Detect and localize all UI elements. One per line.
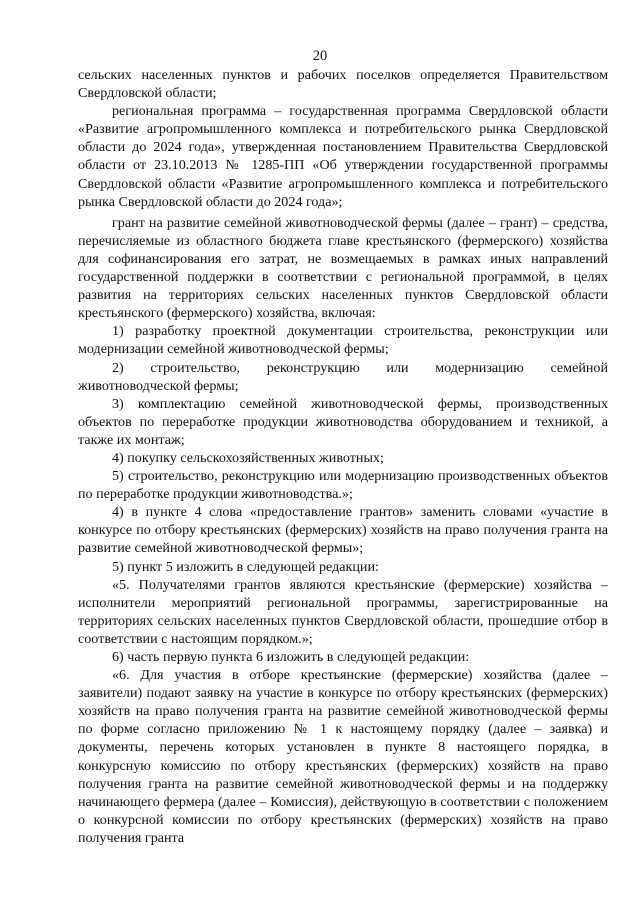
- list-item: 3) комплектацию семейной животноводческой фермы, производственных объектов по переработке продукции животноводства оборудованием и техникой, а также их монтаж;: [78, 395, 608, 448]
- list-item: 5) строительство, реконструкцию или модернизацию производственных объектов по переработке продукции животноводства.»;: [78, 468, 608, 503]
- amendment-paragraph: 4) в пункте 4 слова «предоставление грантов» заменить словами «участие в конкурсе по отбору крестьянских (фермерских) хозяйств на право получения гранта на развитие семейной животноводческой фермы»;: [78, 504, 608, 557]
- paragraph: региональная программа – государственная программа Свердловской области «Развитие агропромышленного комплекса и потребительского рынка Свердловской области до 2024 года», утвержденная постановлением Правительства Свердловской области от 23.10.2013 № 1285-ПП «Об утверждении государственной программы Свердловской области «Развитие агропромышленного комплекса и потребительского рынка Свердловской области до 2024 года»;: [78, 103, 608, 210]
- paragraph: сельских населенных пунктов и рабочих поселков определяется Правительством Свердловской области;: [78, 67, 608, 102]
- amendment-paragraph: «6. Для участия в отборе крестьянские (фермерские) хозяйства (далее – заявители) подают заявку на участие в конкурсе по отбору крестьянских (фермерских) хозяйств на право получения гранта на развитие семейной животноводческой фермы по форме согласно приложению № 1 к настоящему порядку (далее – заявка) и документы, перечень которых установлен в пункте 8 настоящего порядка, в конкурсную комиссию по отбору крестьянских (фермерских) хозяйств на право получения гранта на развитие семейной животноводческой фермы и на поддержку начинающего фермера (далее – Комиссия), действующую в соответствии с положением о конкурсной комиссии по отбору крестьянских (фермерских) хозяйств на право получения гранта: [78, 667, 608, 846]
- amendment-paragraph: «5. Получателями грантов являются крестьянские (фермерские) хозяйства – исполнители мероприятий региональной программы, зарегистрированные на территориях сельских населенных пунктов Свердловской области, прошедшие отбор в соответствии с настоящим порядком.»;: [78, 576, 608, 647]
- document-body: [78, 66, 608, 847]
- page-number: 20: [312, 48, 328, 64]
- list-item: 1) разработку проектной документации строительства, реконструкции или модернизации семейной животноводческой фермы;: [78, 323, 608, 358]
- list-item: 2) строительство, реконструкцию или модернизацию семейной животноводческой фермы;: [78, 359, 608, 394]
- amendment-paragraph: 6) часть первую пункта 6 изложить в следующей редакции:: [112, 649, 470, 665]
- amendment-paragraph: 5) пункт 5 изложить в следующей редакции:: [112, 558, 379, 575]
- list-item: 4) покупку сельскохозяйственных животных;: [112, 449, 384, 466]
- paragraph: грант на развитие семейной животноводческой фермы (далее – грант) – средства, перечисляемые из областного бюджета главе крестьянского (фермерского) хозяйства для софинансирования его затрат, не возмещаемых в рамках иных направлений государственной поддержки в соответствии с региональной программой, в целях развития на территориях сельских населенных пунктов Свердловской области крестьянского (фермерского) хозяйства, включая:: [78, 214, 608, 322]
